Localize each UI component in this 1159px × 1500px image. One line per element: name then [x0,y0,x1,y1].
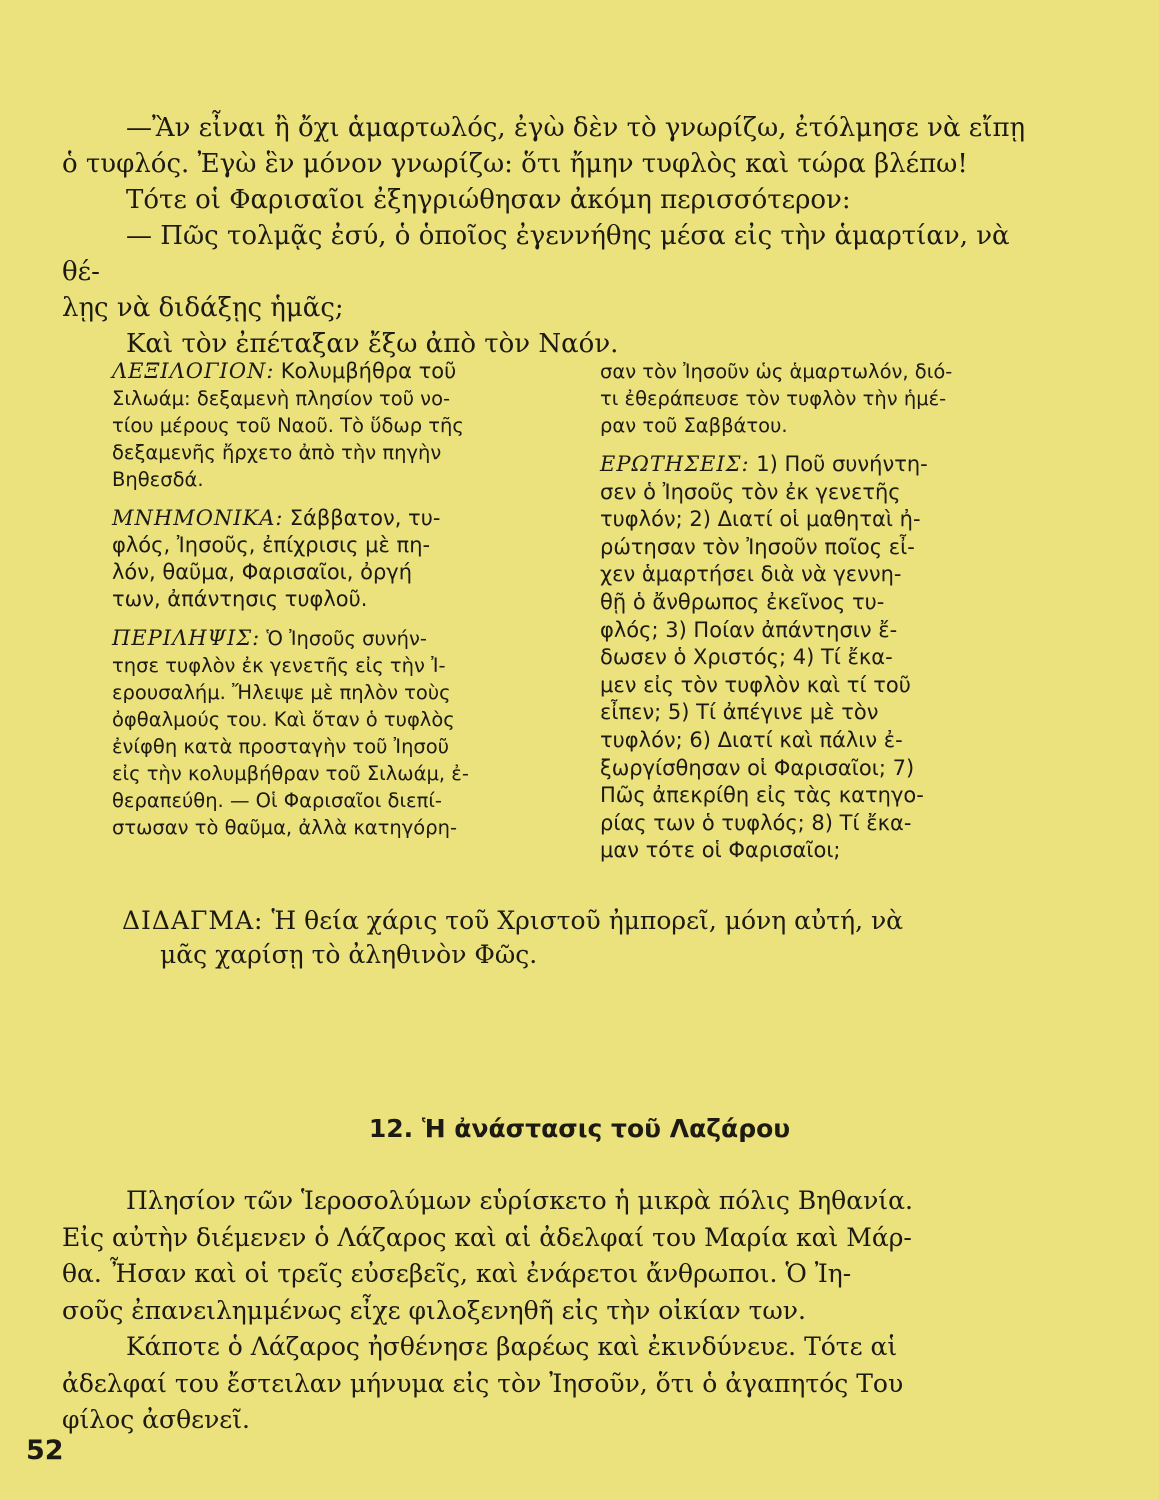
section-line: ἐνίφθη κατὰ προσταγὴν τοῦ Ἰησοῦ [112,735,450,758]
lexilogion-section [112,358,530,493]
section-line: των, ἀπάντησις τυφλοῦ. [112,587,368,611]
intro-line: ὁ τυφλός. Ἐγὼ ἓν μόνον γνωρίζω: ὅτι ἤμην τυφλὸς καὶ τώρα βλέπω! [62,149,968,179]
didagma-text: μᾶς χαρίσῃ τὸ ἀληθινὸν Φῶς. [160,940,538,969]
section-line: ερουσαλήμ. Ἤλειψε μὲ πηλὸν τοὺς [112,681,451,704]
question-line: μεν εἰς τὸν τυφλὸν καὶ τί τοῦ [600,672,911,697]
section-line: ὀφθαλμούς του. Καὶ ὅταν ὁ τυφλὸς [112,708,455,731]
story-line: Κάποτε ὁ Λάζαρος ἠσθένησε βαρέως καὶ ἐκινδύνευε. Τότε αἱ [126,1332,898,1361]
story-text [62,1183,1047,1439]
left-column [112,358,530,853]
question-line: εἶπεν; 5) Τί ἀπέγινε μὲ τὸν [600,700,879,725]
section-label: ΛΕΞΙΛΟΓΙΟΝ: [112,359,275,383]
section-line: σαν τὸν Ἰησοῦν ὡς ἁμαρτωλόν, διό- [600,360,953,383]
question-line: χεν ἁμαρτήσει διὰ νὰ γεννη- [600,562,902,587]
question-line: Πῶς ἀπεκρίθη εἰς τὰς κατηγο- [600,783,924,808]
section-line: εἰς τὴν κολυμβήθραν τοῦ Σιλωάμ, ἐ- [112,762,469,785]
story-line: θα. Ἦσαν καὶ οἱ τρεῖς εὐσεβεῖς, καὶ ἐνάρετοι ἄνθρωποι. Ὁ Ἰη- [62,1259,852,1288]
section-line: φλός, Ἰησοῦς, ἐπίχρισις μὲ πη- [112,533,431,557]
question-line: ρώτησαν τὸν Ἰησοῦν ποῖος εἶ- [600,534,915,559]
right-column [600,358,1048,877]
question-line: ξωργίσθησαν οἱ Φαρισαῖοι; 7) [600,755,915,780]
intro-line: Καὶ τὸν ἐπέταξαν ἔξω ἀπὸ τὸν Ναόν. [126,329,619,359]
mnimonika-section [112,505,530,613]
erotiseis-section [600,451,1048,865]
section-line: τησε τυφλὸν ἐκ γενετῆς εἰς τὴν Ἰ- [112,654,446,677]
section-label: ΜΝΗΜΟΝΙΚΑ: [112,506,284,530]
intro-line: Τότε οἱ Φαρισαῖοι ἐξηγριώθησαν ἀκόμη περισσότερον: [126,185,851,215]
question-line: 1) Ποῦ συνήντη- [756,452,928,476]
intro-line: λῃς νὰ διδάξῃς ἡμᾶς; [62,293,344,323]
section-line: Ὁ Ἰησοῦς συνήν- [266,627,427,650]
section-line: στωσαν τὸ θαῦμα, ἀλλὰ κατηγόρη- [112,816,458,839]
didagma-text: Ἡ θεία χάρις τοῦ Χριστοῦ ἠμπορεῖ, μόνη αὐτή, νὰ [271,906,904,935]
question-line: μαν τότε οἱ Φαρισαῖοι; [600,838,841,863]
question-line: δωσεν ὁ Χριστός; 4) Τί ἔκα- [600,645,893,670]
story-line: σοῦς ἐπανειλημμένως εἶχε φιλοξενηθῆ εἰς τὴν οἰκίαν των. [62,1295,806,1325]
section-line: θεραπεύθη. — Οἱ Φαρισαῖοι διεπί- [112,789,442,812]
perilipsis-continued [600,358,1048,439]
section-line: Σιλωάμ: δεξαμενὴ πλησίον τοῦ νο- [112,387,451,410]
page-number: 52 [26,1435,64,1466]
story-line: Πλησίον τῶν Ἱεροσολύμων εὑρίσκετο ἡ μικρὰ πόλις Βηθανία. [126,1186,913,1215]
question-line: φλός; 3) Ποίαν ἀπάντησιν ἔ- [600,617,898,642]
intro-dialogue [62,110,1047,362]
perilipsis-section [112,625,530,841]
section-line: Βηθεσδά. [112,468,204,491]
question-line: τυφλόν; 6) Διατί καὶ πάλιν ἐ- [600,727,903,752]
question-line: σεν ὁ Ἰησοῦς τὸν ἐκ γενετῆς [600,479,901,504]
question-line: ρίας των ὁ τυφλός; 8) Τί ἔκα- [600,810,912,835]
didagma-block [122,904,1052,972]
section-line: δεξαμενῆς ἤρχετο ἀπὸ τὴν πηγὴν [112,441,442,464]
story-line: Εἰς αὐτὴν διέμενεν ὁ Λάζαρος καὶ αἱ ἀδελφαί του Μαρία καὶ Μάρ- [62,1222,912,1252]
question-line: τυφλόν; 2) Διατί οἱ μαθηταὶ ἠ- [600,507,921,532]
chapter-title: 12. Ἡ ἀνάστασις τοῦ Λαζάρου [368,1114,791,1143]
intro-line: —Ἂν εἶναι ἢ ὄχι ἁμαρτωλός, ἐγὼ δὲν τὸ γνωρίζω, ἐτόλμησε νὰ εἴπῃ [126,113,1026,143]
section-line: τι ἐθεράπευσε τὸν τυφλὸν τὴν ἡμέ- [600,387,947,410]
section-line: Σάββατον, τυ- [289,506,441,530]
section-line: ραν τοῦ Σαββάτου. [600,414,788,437]
section-label: ΠΕΡΙΛΗΨΙΣ: [112,626,261,650]
story-line: φίλος ἀσθενεῖ. [62,1405,251,1434]
section-line: λόν, θαῦμα, Φαρισαῖοι, ὀργή [112,560,413,584]
didagma-label: ΔΙΔΑΓΜΑ: [122,906,264,935]
section-line: Κολυμβήθρα τοῦ [280,359,457,383]
story-line: ἀδελφαί του ἔστειλαν μήνυμα εἰς τὸν Ἰησοῦν, ὅτι ὁ ἀγαπητός Του [62,1368,904,1398]
section-label: ΕΡΩΤΗΣΕΙΣ: [600,452,750,476]
section-line: τίου μέρους τοῦ Ναοῦ. Τὸ ὕδωρ τῆς [112,414,464,437]
intro-line: — Πῶς τολμᾷς ἐσύ, ὁ ὁποῖος ἐγεννήθης μέσα εἰς τὴν ἁμαρτίαν, νὰ θέ- [62,221,1010,287]
question-line: θῇ ὁ ἄνθρωπος ἐκεῖνος τυ- [600,589,885,614]
